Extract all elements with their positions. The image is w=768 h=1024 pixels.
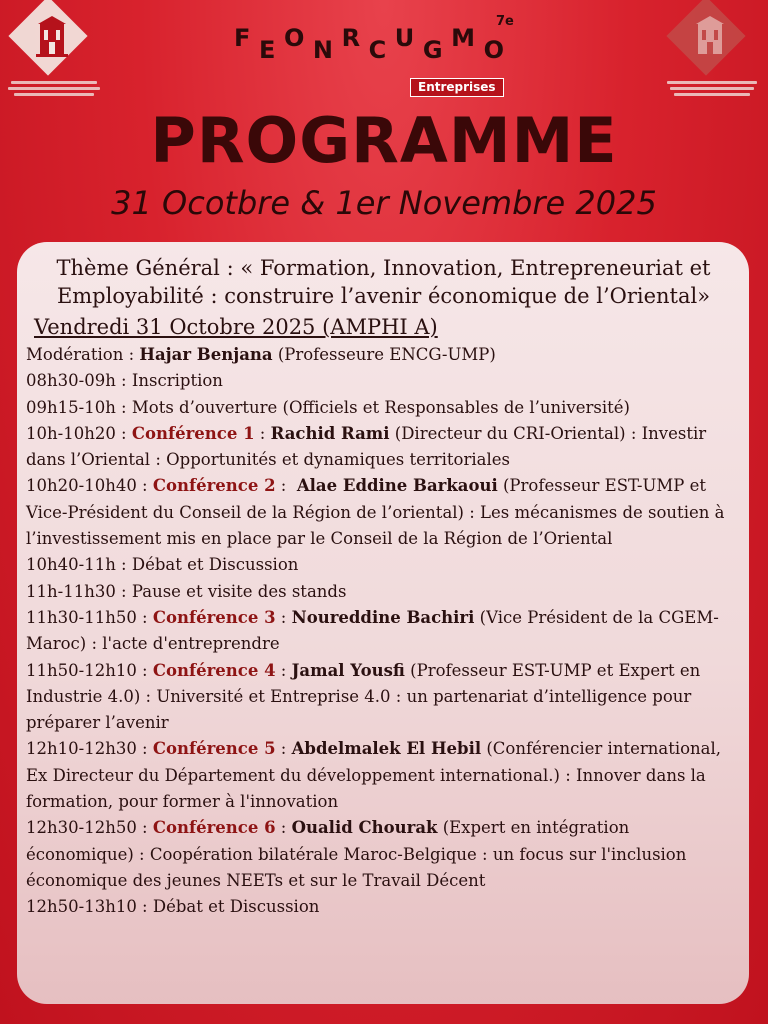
time-slot: 11h30-11h50 : [26,607,153,627]
schedule-item [26,421,741,474]
time-slot: 12h50-13h10 : [26,897,153,917]
event-brand [234,14,534,100]
item-text: (Conférencier international, Ex Directeur du Département du développement international.) : Innover dans la formation, pour former à l'innovation [26,739,722,812]
separator: : [275,660,292,680]
schedule-item [26,658,741,737]
time-slot: 11h50-12h10 : [26,660,153,680]
schedule-item [26,605,741,658]
conference-label: Conférence 3 [152,607,276,627]
time-slot: 09h15-10h : [26,397,132,417]
time-slot: 12h10-12h30 : [26,739,153,759]
separator: : [275,739,292,759]
speaker-name: Alae Eddine Barkaoui [296,476,498,496]
edition-superscript: 7e [496,14,514,29]
separator: : [275,476,297,496]
item-text: (Expert en intégration économique) : Coopération bilatérale Maroc-Belgique : un focus sur l'inclusion économique des jeunes NEETs et sur le Travail Décent [26,818,687,890]
school-logo-icon [662,4,762,108]
item-text: Inscription [131,371,223,391]
speaker-name: Rachid Rami [270,423,390,443]
moderation-line [26,342,741,368]
moderator-role: (Professeure ENCG-UMP) [272,345,496,364]
brand-letter: N [312,36,333,64]
brand-letter: O [483,36,504,64]
brand-letter: U [394,24,415,52]
separator: : [275,818,292,838]
brand-letter: R [341,24,361,52]
moderation-label: Modération : [26,345,140,364]
brand-letters [234,14,504,74]
schedule-item [26,368,741,394]
schedule-item [26,579,741,605]
conference-label: Conférence 2 [152,476,276,496]
conference-label: Conférence 5 [152,739,276,759]
brand-letter: C [368,36,387,64]
schedule-item [26,815,741,894]
item-text: (Professeur EST-UMP et Expert en Industrie 4.0) : Université et Entreprise 4.0 : un partenariat d’intelligence pour préparer l’avenir [26,660,701,733]
item-text: Débat et Discussion [152,897,320,917]
schedule-item [26,473,741,552]
event-dates: 31 Ocotbre & 1er Novembre 2025 [111,184,657,222]
item-text: Mots d’ouverture (Officiels et Responsables de l’université) [131,397,630,417]
moderator-name: Hajar Benjana [139,345,273,364]
brand-subtitle: Entreprises [410,78,504,97]
university-logo-icon [4,4,104,108]
brand-letter: M [451,24,476,52]
speaker-name: Oualid Chourak [291,818,438,838]
conference-label: Conférence 6 [152,818,276,838]
time-slot: 10h-10h20 : [26,423,132,443]
item-text: (Directeur du CRI-Oriental) : Investir dans l’Oriental : Opportunités et dynamiques territoriales [26,423,707,470]
conference-label: Conférence 1 [131,423,255,443]
schedule-item [26,395,741,421]
speaker-name: Abdelmalek El Hebil [291,739,482,759]
schedule-item [26,552,741,578]
speaker-name: Noureddine Bachiri [291,607,475,627]
programme-card [17,242,749,1004]
item-text: (Professeur EST-UMP et Vice-Président du Conseil de la Région de l’oriental) : Les mécanismes de soutien à l’investissement mis en place par le Conseil de la Région de l’Oriental [26,476,725,549]
time-slot: 10h20-10h40 : [26,476,153,496]
theme-heading: Thème Général : « Formation, Innovation, Entrepreneuriat et Employabilité : construire l’avenir économique de l’Oriental» [56,256,711,308]
brand-letter: O [283,24,305,52]
brand-letter: E [258,36,276,64]
conference-label: Conférence 4 [152,660,276,680]
brand-letter: G [422,36,443,64]
time-slot: 12h30-12h50 : [26,818,153,838]
time-slot: 10h40-11h : [26,555,132,575]
brand-letter: F [234,24,251,52]
schedule-item [26,894,741,920]
day-heading: Vendredi 31 Octobre 2025 (AMPHI A) [34,315,438,339]
separator: : [275,607,292,627]
page-title: PROGRAMME [150,104,618,177]
time-slot: 08h30-09h : [26,371,132,391]
item-text: (Vice Président de la CGEM-Maroc) : l'acte d'entreprendre [26,607,719,654]
item-text: Pause et visite des stands [131,581,347,601]
speaker-name: Jamal Yousfi [291,660,405,680]
separator: : [254,423,271,443]
time-slot: 11h-11h30 : [26,581,132,601]
schedule-item [26,736,741,815]
item-text: Débat et Discussion [131,555,299,575]
